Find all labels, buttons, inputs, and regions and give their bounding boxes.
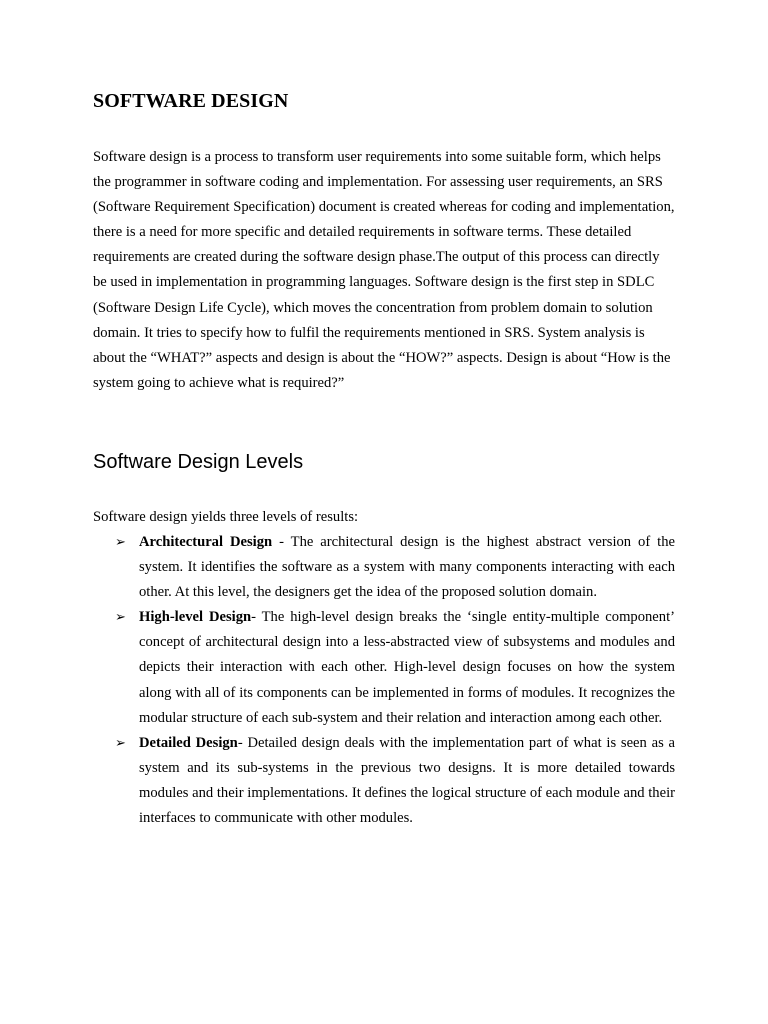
level-term: Architectural Design xyxy=(139,534,273,550)
level-description: Detailed design deals with the implementation part of what is seen as a system and its sub-systems in the previous two designs. It is more detailed towards modules and their implementations. It defines the logical structure of each module and their interfaces to communicate with other modules. xyxy=(139,734,675,827)
document-title: SOFTWARE DESIGN xyxy=(93,90,289,112)
intro-paragraph: Software design is a process to transform user requirements into some suitable form, which helps the programmer in software coding and implementation. For assessing user requirements, an SRS (Software Requirement Specification) document is created whereas for coding and implementation, there is a need for more specific and detailed requirements in software terms. These detailed requirements are created during the software design phase.The output of this process can directly be used in implementation in programming languages. Software design is the first step in SDLC (Software Design Life Cycle), which moves the concentration from problem domain to solution domain. It tries to specify how to fulfil the requirements mentioned in SRS. System analysis is about the “WHAT?” aspects and design is about the “HOW?” aspects. Design is about “How is the system going to achieve what is required?” xyxy=(93,149,675,391)
section-heading-levels: Software Design Levels xyxy=(93,451,304,473)
level-item-high-level xyxy=(93,605,675,730)
level-term: Detailed Design xyxy=(139,734,238,751)
level-term: High-level Design xyxy=(139,609,252,626)
levels-list xyxy=(93,530,675,831)
level-description: The architectural design is the highest abstract version of the system. It identifies the software as a system with many components interacting with each other. At this level, the designers get the idea of the proposed solution domain. xyxy=(139,534,675,601)
level-separator: - xyxy=(237,734,248,751)
level-separator: - xyxy=(272,534,291,550)
arrow-bullet-icon: ➢ xyxy=(115,735,126,751)
arrow-bullet-icon: ➢ xyxy=(115,610,126,626)
level-item-detailed xyxy=(93,731,675,831)
level-description: The high-level design breaks the ‘single entity-multiple component’ concept of architectural design into a less-abstracted view of subsystems and modules and depicts their interaction with each other. High-level design focuses on how the system along with all of its components can be implemented in forms of modules. It recognizes the modular structure of each sub-system and their relation and interaction among each other. xyxy=(139,609,675,726)
level-separator: - xyxy=(251,609,262,626)
arrow-bullet-icon: ➢ xyxy=(115,535,126,550)
level-item-architectural xyxy=(93,530,675,605)
levels-intro-text: Software design yields three levels of results: xyxy=(93,509,359,525)
